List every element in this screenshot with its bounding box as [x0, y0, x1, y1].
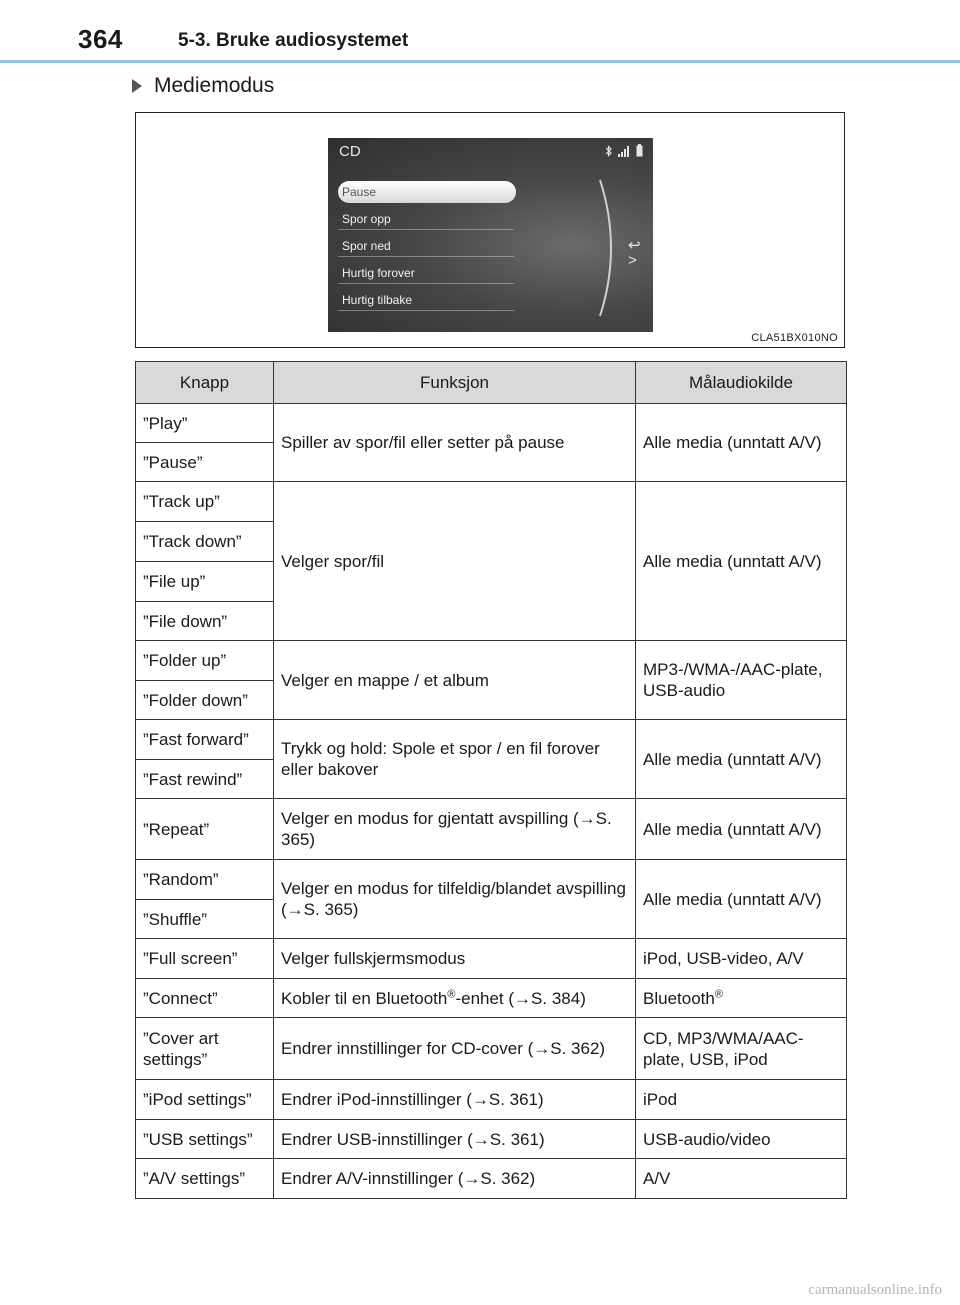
table-row — [136, 939, 847, 979]
source-cell — [636, 979, 847, 1018]
chevron-icon: > — [628, 252, 637, 269]
source-cell: Alle media (unntatt A/V) — [636, 860, 847, 939]
function-cell: Endrer innstillinger for CD-cover (→S. 362) — [274, 1018, 636, 1080]
source-cell: A/V — [636, 1159, 847, 1199]
media-screen — [328, 138, 653, 332]
button-cell: ”Track up” — [136, 482, 274, 522]
function-cell: Velger en modus for gjentatt avspilling (→S. 365) — [274, 799, 636, 860]
button-cell: ”Cover art settings” — [136, 1018, 274, 1080]
table-row — [136, 1080, 847, 1120]
function-table — [135, 361, 847, 1199]
header-knapp: Knapp — [136, 362, 274, 404]
menu-item-fast-rewind[interactable]: Hurtig tilbake — [338, 289, 514, 311]
page-number: 364 — [78, 24, 123, 54]
function-cell: Spiller av spor/fil eller setter på pause — [274, 404, 636, 482]
back-icon: ↩ — [628, 237, 641, 254]
menu-item-pause[interactable]: Pause — [338, 181, 516, 203]
figure-code: CLA51BX010NO — [751, 332, 838, 344]
source-text: Bluetooth — [643, 988, 715, 1008]
table-row — [136, 641, 847, 681]
function-cell: Endrer iPod-innstillinger (→S. 361) — [274, 1080, 636, 1120]
signal-icon — [618, 146, 630, 157]
figure-frame — [135, 112, 845, 348]
source-cell: CD, MP3/WMA/AAC-plate, USB, iPod — [636, 1018, 847, 1080]
bluetooth-icon — [605, 145, 612, 157]
function-cell: Endrer USB-innstillinger (→S. 361) — [274, 1120, 636, 1159]
subheading — [132, 74, 274, 98]
table-row — [136, 720, 847, 760]
function-cell: Endrer A/V-innstillinger (→S. 362) — [274, 1159, 636, 1199]
function-text-suffix: -enhet (→S. 384) — [455, 988, 586, 1008]
button-cell: ”File up” — [136, 562, 274, 602]
table-row — [136, 1018, 847, 1080]
button-cell: ”Play” — [136, 404, 274, 443]
function-cell: Velger en mappe / et album — [274, 641, 636, 720]
source-cell: iPod — [636, 1080, 847, 1120]
table-row — [136, 1159, 847, 1199]
subheading-text: Mediemodus — [154, 74, 275, 97]
registered-mark: ® — [714, 987, 723, 1000]
table-row — [136, 799, 847, 860]
button-cell: ”Shuffle” — [136, 900, 274, 939]
function-cell: Velger fullskjermsmodus — [274, 939, 636, 979]
table-row — [136, 860, 847, 900]
button-cell: ”Random” — [136, 860, 274, 900]
function-cell: Trykk og hold: Spole et spor / en fil forover eller bakover — [274, 720, 636, 799]
button-cell: ”Track down” — [136, 522, 274, 562]
function-text: Kobler til en Bluetooth — [281, 988, 448, 1008]
button-cell: ”Fast forward” — [136, 720, 274, 760]
source-cell: Alle media (unntatt A/V) — [636, 799, 847, 860]
button-cell: ”iPod settings” — [136, 1080, 274, 1120]
menu-item-track-down[interactable]: Spor ned — [338, 235, 514, 257]
header-maalaudiokilde: Målaudiokilde — [636, 362, 847, 404]
table-row — [136, 979, 847, 1018]
button-cell: ”Repeat” — [136, 799, 274, 860]
table-row — [136, 404, 847, 443]
function-cell — [274, 979, 636, 1018]
battery-icon — [636, 144, 643, 157]
function-cell: Velger en modus for tilfeldig/blandet avspilling (→S. 365) — [274, 860, 636, 939]
button-cell: ”Full screen” — [136, 939, 274, 979]
source-cell: Alle media (unntatt A/V) — [636, 482, 847, 641]
back-button[interactable] — [628, 238, 641, 268]
button-cell: ”File down” — [136, 602, 274, 641]
menu-item-track-up[interactable]: Spor opp — [338, 208, 514, 230]
header-rule — [0, 60, 960, 63]
header-funksjon: Funksjon — [274, 362, 636, 404]
button-cell: ”Connect” — [136, 979, 274, 1018]
table-row — [136, 1120, 847, 1159]
source-cell: Alle media (unntatt A/V) — [636, 720, 847, 799]
table-header-row — [136, 362, 847, 404]
source-cell: MP3-/WMA-/AAC-plate, USB-audio — [636, 641, 847, 720]
screen-title: CD — [339, 143, 361, 160]
button-cell: ”Pause” — [136, 443, 274, 482]
menu-item-fast-forward[interactable]: Hurtig forover — [338, 262, 514, 284]
source-cell: Alle media (unntatt A/V) — [636, 404, 847, 482]
source-cell: iPod, USB-video, A/V — [636, 939, 847, 979]
scroll-arc — [596, 178, 626, 318]
table-row — [136, 482, 847, 522]
section-title: 5-3. Bruke audiosystemet — [178, 30, 409, 51]
button-cell: ”Folder up” — [136, 641, 274, 681]
button-cell: ”A/V settings” — [136, 1159, 274, 1199]
watermark: carmanualsonline.info — [808, 1282, 942, 1298]
function-cell: Velger spor/fil — [274, 482, 636, 641]
triangle-bullet-icon — [132, 79, 142, 93]
source-cell: USB-audio/video — [636, 1120, 847, 1159]
registered-mark: ® — [447, 987, 456, 1000]
button-cell: ”Fast rewind” — [136, 760, 274, 799]
status-icons — [605, 144, 643, 157]
button-cell: ”Folder down” — [136, 681, 274, 720]
button-cell: ”USB settings” — [136, 1120, 274, 1159]
